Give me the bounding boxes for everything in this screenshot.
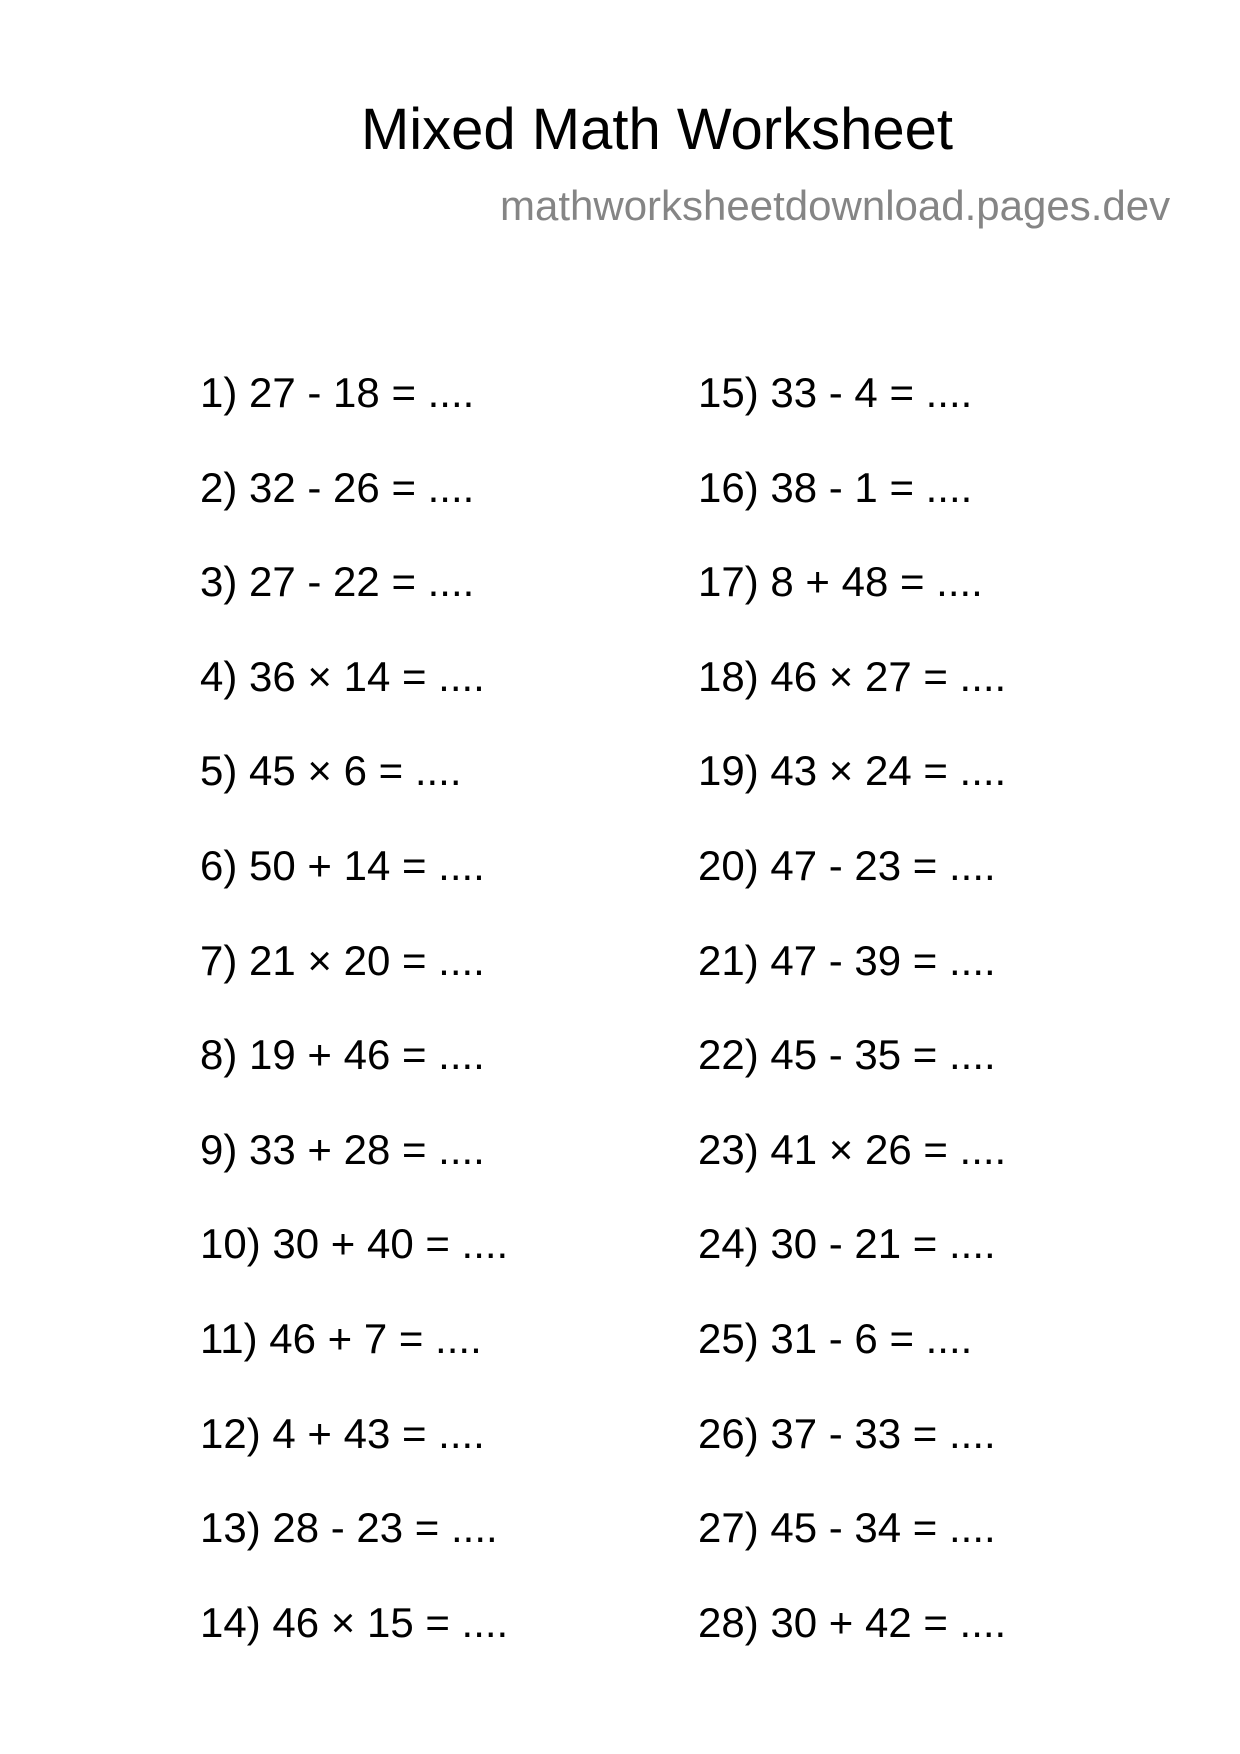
- problem-item: 4) 36 × 14 = ....: [200, 652, 485, 700]
- problem-item: 5) 45 × 6 = ....: [200, 747, 462, 795]
- problem-column-right: [698, 346, 1006, 1670]
- problem-item: 10) 30 + 40 = ....: [200, 1220, 509, 1268]
- problem-columns: [0, 346, 1240, 1646]
- problem-item: 23) 41 × 26 = ....: [698, 1125, 1007, 1173]
- problem-item: 14) 46 × 15 = ....: [200, 1598, 509, 1646]
- problem-item: 1) 27 - 18 = ....: [200, 369, 475, 416]
- problem-column-left: [200, 346, 508, 1670]
- problem-item: 22) 45 - 35 = ....: [698, 1031, 996, 1079]
- problem-item: 18) 46 × 27 = ....: [698, 652, 1007, 700]
- worksheet-source-url: mathworksheetdownload.pages.dev: [500, 182, 1171, 229]
- problem-item: 2) 32 - 26 = ....: [200, 463, 475, 511]
- problem-item: 28) 30 + 42 = ....: [698, 1598, 1007, 1646]
- problem-item: 6) 50 + 14 = ....: [200, 841, 485, 889]
- problem-item: 25) 31 - 6 = ....: [698, 1314, 973, 1362]
- problem-item: 20) 47 - 23 = ....: [698, 841, 996, 889]
- problem-item: 9) 33 + 28 = ....: [200, 1125, 485, 1173]
- problem-item: 17) 8 + 48 = ....: [698, 558, 983, 606]
- problem-item: 8) 19 + 46 = ....: [200, 1031, 485, 1079]
- problem-item: 16) 38 - 1 = ....: [698, 463, 973, 511]
- problem-item: 12) 4 + 43 = ....: [200, 1409, 485, 1457]
- worksheet-title: Mixed Math Worksheet: [360, 97, 954, 162]
- problem-item: 15) 33 - 4 = ....: [698, 369, 973, 416]
- problem-item: 24) 30 - 21 = ....: [698, 1220, 996, 1268]
- problem-item: 27) 45 - 34 = ....: [698, 1504, 996, 1552]
- problem-item: 26) 37 - 33 = ....: [698, 1409, 996, 1457]
- problem-item: 21) 47 - 39 = ....: [698, 936, 996, 984]
- problem-item: 3) 27 - 22 = ....: [200, 558, 475, 606]
- problem-item: 7) 21 × 20 = ....: [200, 936, 485, 984]
- problem-item: 19) 43 × 24 = ....: [698, 747, 1007, 795]
- problem-item: 11) 46 + 7 = ....: [200, 1314, 482, 1362]
- problem-item: 13) 28 - 23 = ....: [200, 1504, 498, 1552]
